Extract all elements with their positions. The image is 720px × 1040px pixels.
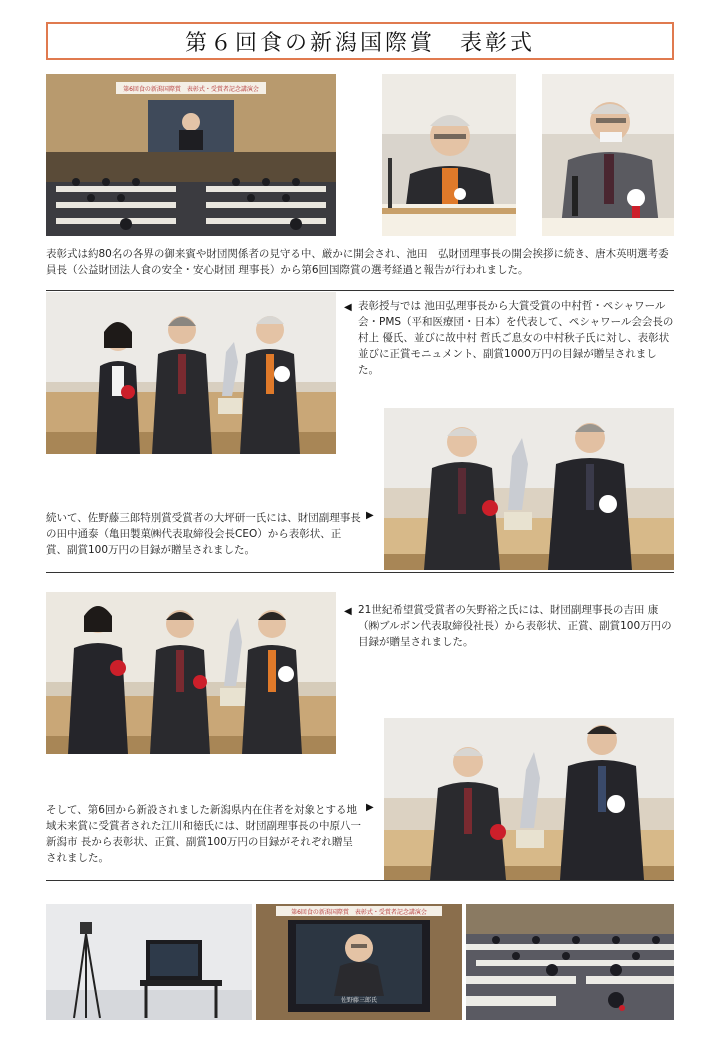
screen-memorial-photo xyxy=(256,904,462,1020)
screen-caption: 佐野藤三郎氏 xyxy=(340,997,378,1004)
audience-seating-photo xyxy=(466,904,674,1020)
right-arrow: ▶ xyxy=(366,510,374,521)
left-arrow: ◀ xyxy=(344,606,352,617)
right-arrow: ▶ xyxy=(366,802,374,813)
screen-banner-text: 第6回食の新潟国際賞 表彰式・受賞者記念講演会 xyxy=(291,909,427,916)
regional-prize-caption: そして、第6回から新設されました新潟県内在住者を対象とする地域未来賞に受賞者された江川和徳氏には、財団副理事長の中原八一新潟市 長から表彰状、正賞、副賞100万円の目録がそれぞれ贈呈されました。 xyxy=(46,804,361,864)
divider xyxy=(46,880,674,881)
venue-hall-photo xyxy=(46,74,336,236)
thermal-camera-photo xyxy=(46,904,252,1020)
special-prize-photo xyxy=(384,408,674,570)
committee-chair-photo xyxy=(542,74,674,236)
divider xyxy=(46,290,674,291)
hope-prize-caption: 21世紀希望賞受賞者の矢野裕之氏には、財団副理事長の吉田 康（㈱ブルボン代表取締役社長）から表彰状、正賞、副賞100万円の目録が贈呈されました。 xyxy=(358,604,672,648)
left-arrow: ◀ xyxy=(344,302,352,313)
chairman-speech-photo xyxy=(382,74,516,236)
special-prize-caption: 続いて、佐野藤三郎特別賞受賞者の大坪研一氏には、財団副理事長の田中通泰（亀田製菓㈱代表取締役会長CEO）から表彰状、正賞、副賞100万円の目録が贈呈されました。 xyxy=(46,512,361,556)
grand-prize-caption: 表彰授与では 池田弘理事長から大賞受賞の中村哲・ペシャワール会・PMS（平和医療団・日本）を代表して、ペシャワール会会長の村上 優氏、並びに故中村 哲氏ご息女の中村秋子氏に対し、表彰状並びに正賞モニュメント、副賞1000万円の目録が贈呈されました。 xyxy=(358,300,674,376)
page-title: 第６回食の新潟国際賞 表彰式 xyxy=(46,22,674,60)
opening-caption: 表彰式は約80名の各界の御来賓や財団関係者の見守る中、厳かに開会され、池田 弘財団理事長の開会挨拶に続き、唐木英明選考委員長（公益財団法人食の安全・安心財団 理事長）から第6回国際賞の選考経過と報告が行われました。 xyxy=(46,248,669,276)
regional-prize-photo xyxy=(384,718,674,880)
grand-prize-photo xyxy=(46,292,336,454)
divider xyxy=(46,572,674,573)
venue-banner-text: 第6回食の新潟国際賞 表彰式・受賞者記念講演会 xyxy=(123,86,259,93)
hope-prize-photo xyxy=(46,592,336,754)
